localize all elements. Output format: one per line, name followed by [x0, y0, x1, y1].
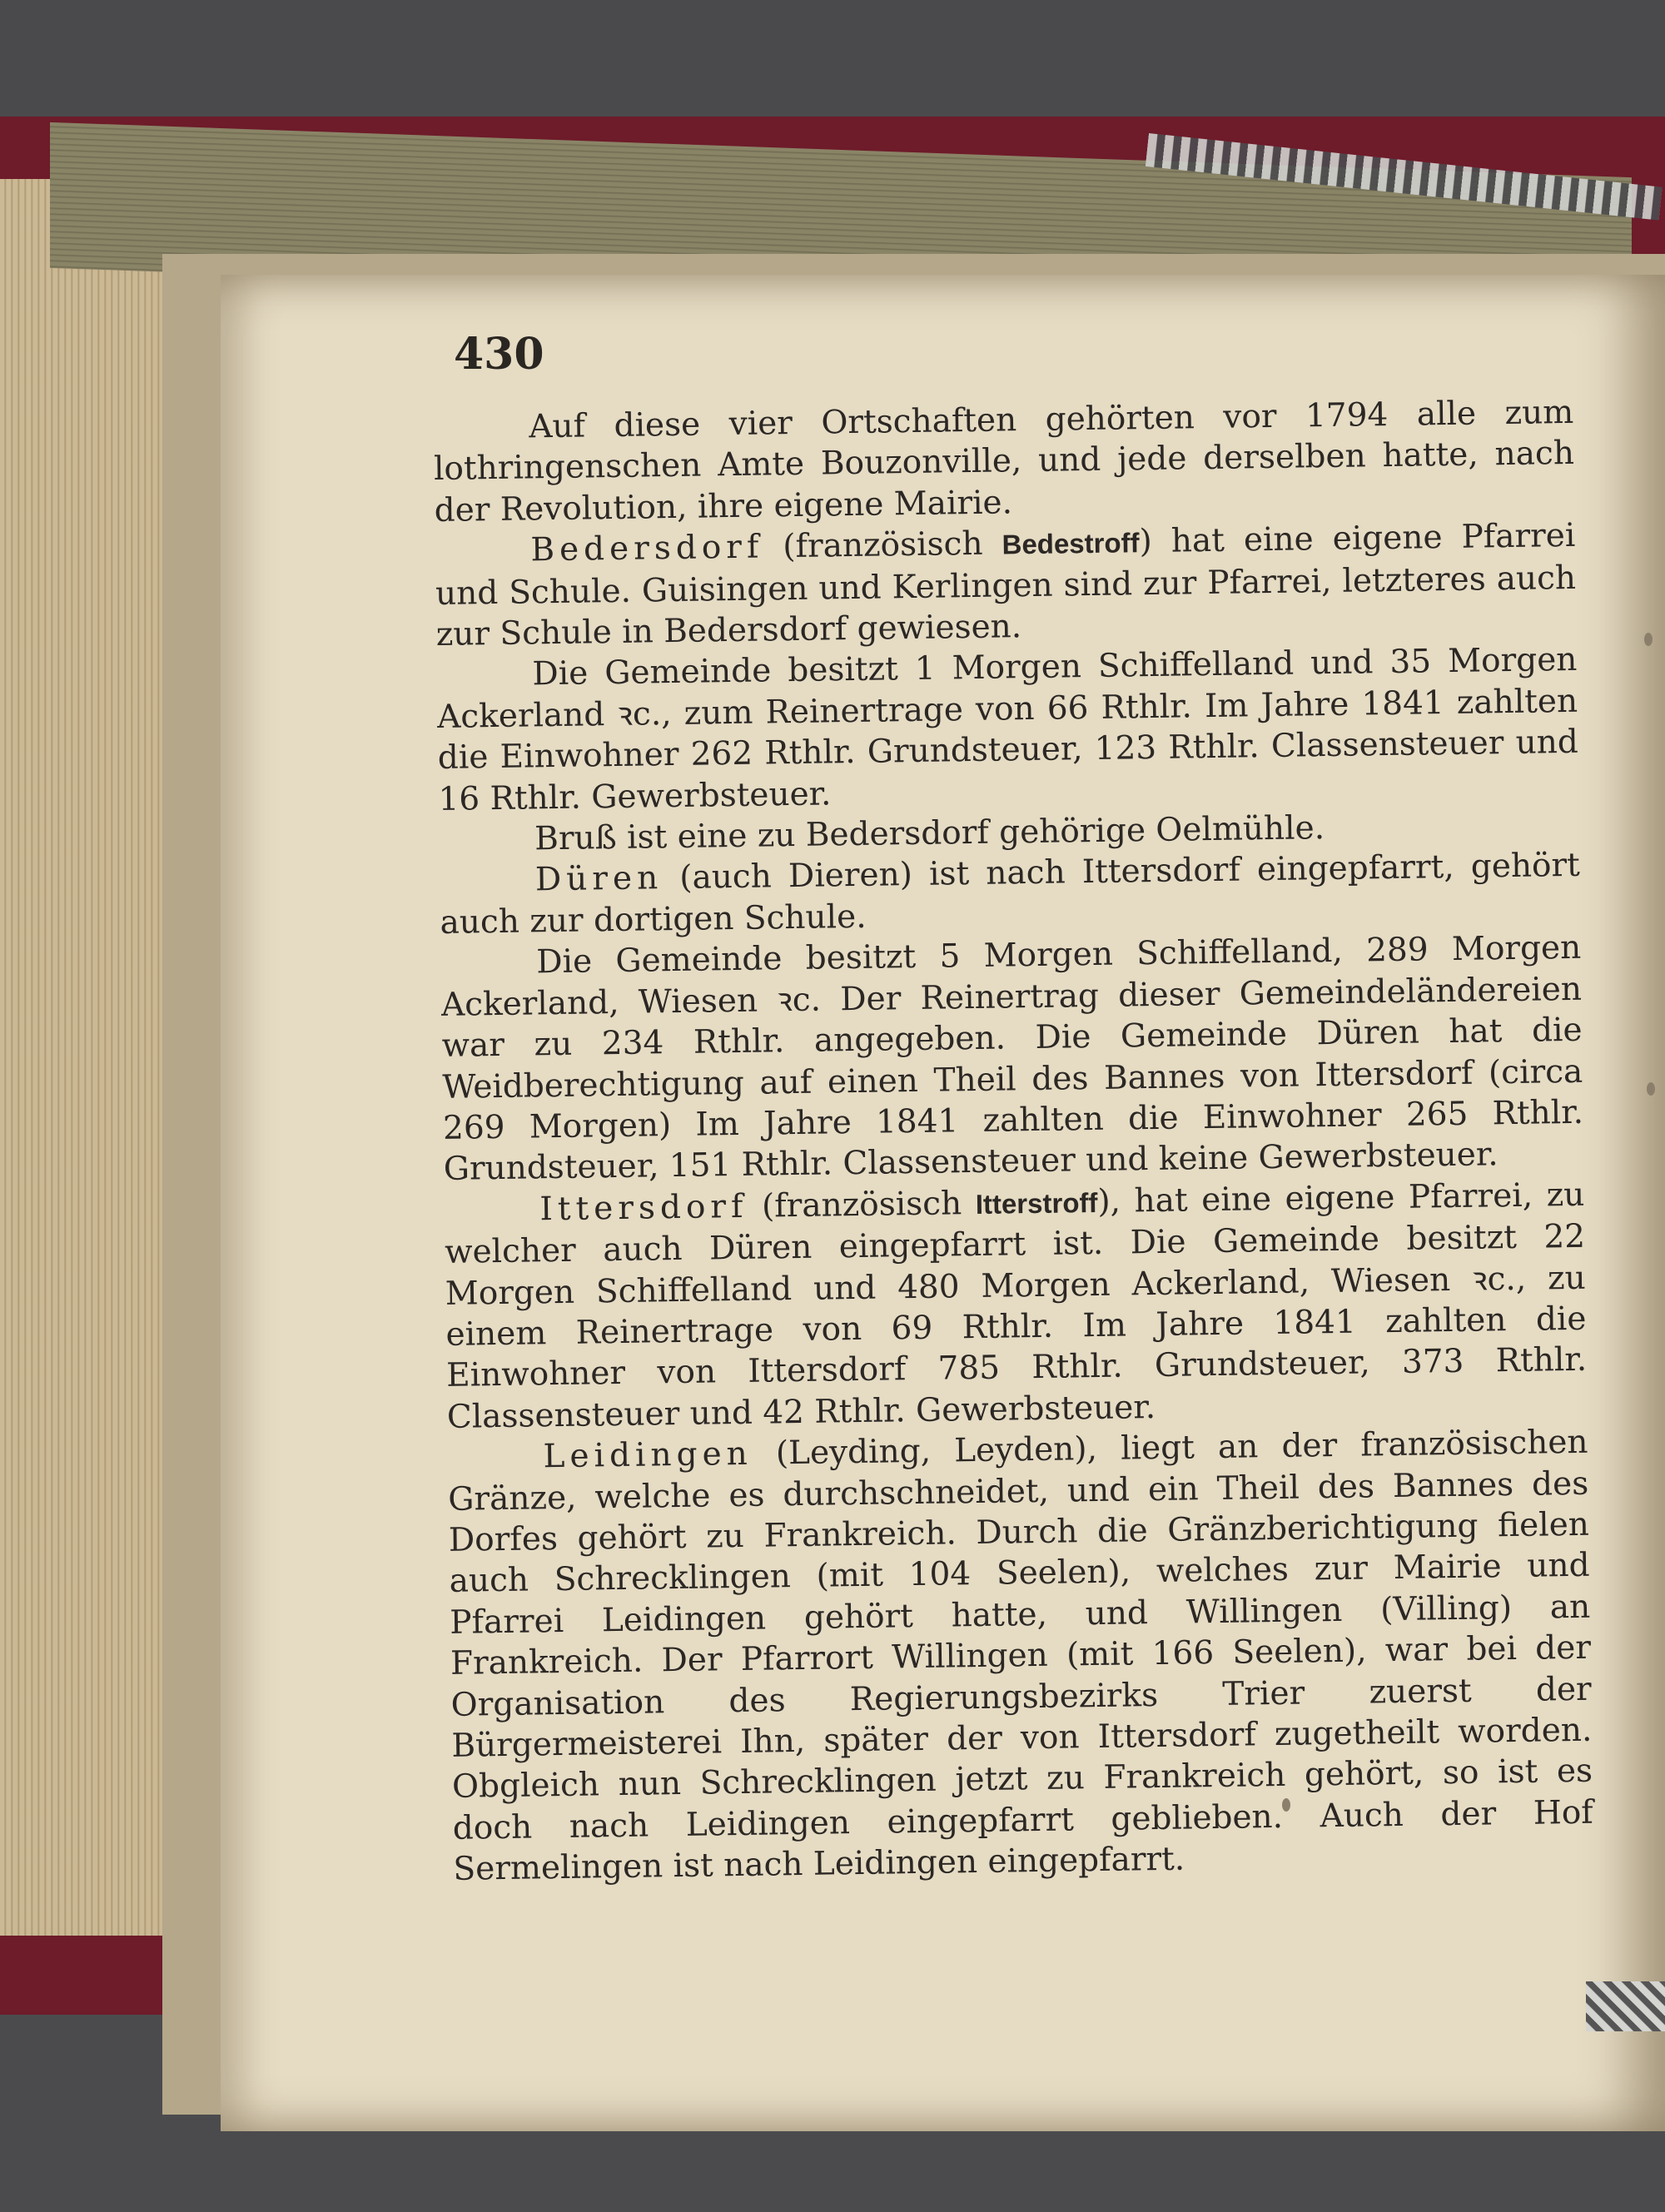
- bookmark-ribbon-end: [1586, 1981, 1665, 2031]
- text-run: Die Gemeinde besitzt 5 Morgen Schiffelland, 289 Morgen Ackerland, Wiesen ꝛc. Der Reinertrag dieser Gemeindeländereien war zu 234 Rthlr. angegeben. Die Gemeinde Düren hat die Weidberechtigung auf einen Theil des Bannes von Ittersdorf (circa 269 Morgen) Im Jahre 1841 zahlten die Einwohner 265 Rthlr. Grundsteuer, 151 Rthlr. Classensteuer und keine Gewerbsteuer.: [440, 929, 1584, 1189]
- paragraph: [440, 845, 1581, 943]
- paragraph: [433, 392, 1575, 531]
- text-run: Bruß ist eine zu Bedersdorf gehörige Oelmühle.: [534, 809, 1325, 858]
- text-run: (französisch: [748, 1184, 977, 1225]
- text-run: (französisch: [763, 524, 1002, 566]
- background-top: [0, 0, 1665, 125]
- place-name: Bedersdorf: [530, 528, 764, 569]
- text-run: Auf diese vier Ortschaften gehörten vor 1794 alle zum lothringenschen Amte Bouzonville, und jede derselben hatte, nach der Revolution, ihre eigene Mairie.: [433, 393, 1575, 529]
- page-number: 430: [454, 329, 544, 380]
- text-run: Die Gemeinde besitzt 1 Morgen Schiffelland und 35 Morgen Ackerland ꝛc., zum Reinertrage von 66 Rthlr. Im Jahre 1841 zahlten die Einwohner 262 Rthlr. Grundsteuer, 123 Rthlr. Classensteuer und 16 Rthlr. Gewerbsteuer.: [436, 641, 1579, 818]
- text-run: ) hat eine eigene Pfarrei und Schule. Guisingen und Kerlingen sind zur Pfarrei, letzteres auch zur Schule in Bedersdorf gewiesen.: [435, 517, 1577, 654]
- body-text: [433, 392, 1594, 1891]
- paper-speck: [1647, 1082, 1655, 1096]
- french-name: Itterstroff: [975, 1186, 1098, 1220]
- place-name: Düren: [534, 859, 664, 899]
- paper-speck: [1644, 633, 1653, 646]
- paragraph: [435, 515, 1577, 655]
- paragraph: [440, 927, 1584, 1191]
- paragraph: [444, 1174, 1588, 1438]
- place-name: Ittersdorf: [539, 1187, 748, 1229]
- french-name: Bedestroff: [1001, 527, 1140, 560]
- paragraph: [436, 639, 1579, 820]
- paragraph: [447, 1422, 1593, 1891]
- text-run: (Leyding, Leyden), liegt an der französischen Gränze, welche es durchschneidet, und ein Theil des Bannes des Dorfes gehört zu Frankreich. Durch die Gränzberichtigung fielen auch Schrecklingen (mit 104 Seelen), welches zur Mairie und Pfarrei Leidingen gehört hatte, und Willingen (Villing) an Frankreich. Der Pfarrort Willingen (mit 166 Seelen), war bei der Organisation des Regierungsbezirks Trier zuerst der Bürgermeisterei Ihn, später der von Ittersdorf zugetheilt worden. Obgleich nun Schrecklingen jetzt zu Frankreich gehört, so ist es doch nach Leidingen eingepfarrt geblieben. Auch der Hof Sermelingen ist nach Leidingen eingepfarrt.: [447, 1423, 1594, 1889]
- text-run: ), hat eine eigene Pfarrei, zu welcher auch Düren eingepfarrt ist. Die Gemeinde besitzt 22 Morgen Schiffelland und 480 Morgen Ackerland, Wiesen ꝛc., zu einem Reinertrage von 69 Rthlr. Im Jahre 1841 zahlten die Einwohner von Ittersdorf 785 Rthlr. Grundsteuer, 373 Rthlr. Classensteuer und 42 Rthlr. Gewerbsteuer.: [444, 1176, 1588, 1436]
- place-name: Leidingen: [543, 1434, 753, 1476]
- text-run: (auch Dieren) ist nach Ittersdorf eingepfarrt, gehört auch zur dortigen Schule.: [440, 847, 1581, 942]
